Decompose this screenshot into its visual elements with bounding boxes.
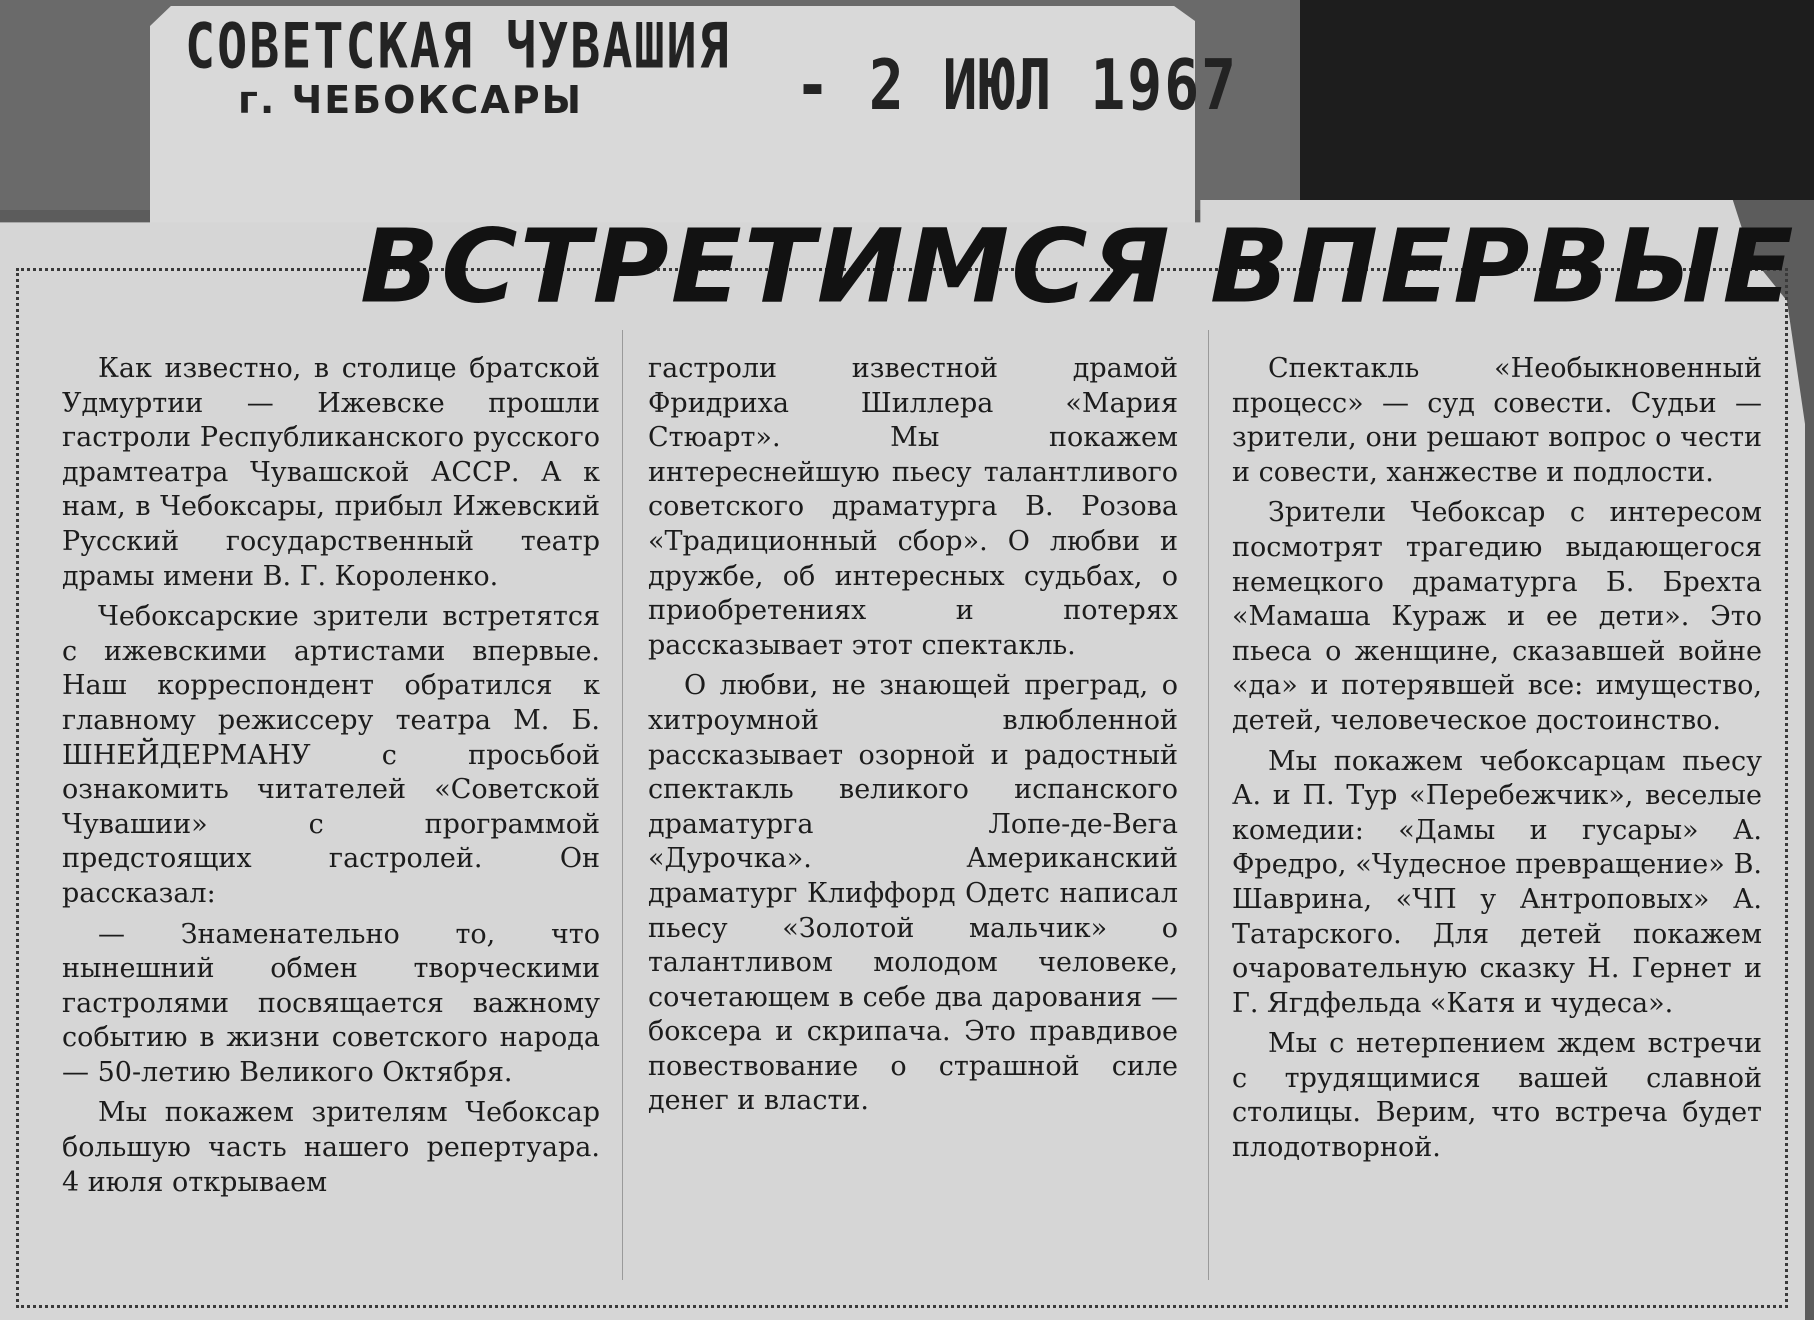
paragraph: Спектакль «Необыкновенный процесс» — суд совести. Судьи — зрители, они решают вопрос о чести и совести, ханжестве и подлости. xyxy=(1232,353,1762,488)
paragraph: — Знаменательно то, что нынешний обмен творческими гастролями посвящается важному событию в жизни советского народа — 50-летию Великого Октября. xyxy=(62,918,600,1088)
paragraph: Мы покажем зрителям Чебоксар большую часть нашего репертуара. 4 июля открываем xyxy=(62,1097,600,1198)
paragraph: Чебоксарские зрители встретятся с ижевскими артистами впервые. Наш корреспондент обратился к главному режиссеру театра М. Б. ШНЕЙДЕРМАНУ с просьбой ознакомить читателей «Советской Чувашии» с программой предстоящих гастролей. Он рассказал: xyxy=(62,601,600,909)
paragraph: Как известно, в столице братской Удмуртии — Ижевске прошли гастроли Республиканского русского драмтеатра Чувашской АССР. А к нам, в Чебоксары, прибыл Ижевский Русский государственный театр драмы имени В. Г. Короленко. xyxy=(62,353,600,592)
paragraph: Мы с нетерпением ждем встречи с трудящимися вашей славной столицы. Верим, что встреча будет плодотворной. xyxy=(1232,1028,1762,1164)
city-stamp: г. ЧЕБОКСАРЫ xyxy=(238,78,584,122)
paragraph: Зрители Чебоксар с интересом посмотрят трагедию выдающегося немецкого драматурга Б. Брехта «Мамаша Кураж и ее дети». Это пьеса о женщине, сказавшей войне «да» и потерявшей все: имущество, детей, человеческое достоинство. xyxy=(1232,497,1762,736)
article-column-3 xyxy=(1232,352,1762,1172)
article-headline: ВСТРЕТИМСЯ ВПЕРВЫЕ xyxy=(360,206,1796,326)
article-column-1 xyxy=(62,352,600,1206)
paragraph: О любви, не знающей преград, о хитроумной влюбленной рассказывает озорной и радостный спектакль великого испанского драматурга Лопе-де-Вега «Дурочка». Американский драматург Клиффорд Одетс написал пьесу «Золотой мальчик» о талантливом молодом человеке, сочетающем в себе два дарования — боксера и скрипача. Это правдивое повествование о страшной силе денег и власти. xyxy=(648,670,1178,1117)
article-column-2 xyxy=(648,352,1178,1125)
paragraph: гастроли известной драмой Фридриха Шиллера «Мария Стюарт». Мы покажем интереснейшую пьесу талантливого советского драматурга В. Розова «Традиционный сбор». О любви и дружбе, об интересных судьбах, о приобретениях и потерях рассказывает этот спектакль. xyxy=(648,353,1178,661)
paragraph: Мы покажем чебоксарцам пьесу А. и П. Тур «Перебежчик», веселые комедии: «Дамы и гусары» А. Фредро, «Чудесное превращение» В. Шаврина, «ЧП у Антроповых» А. Татарского. Для детей покажем очаровательную сказку Н. Гернет и Г. Ягдфельда «Катя и чудеса». xyxy=(1232,745,1762,1019)
column-divider xyxy=(1208,330,1209,1280)
date-stamp: - 2 ИЮЛ 1967 xyxy=(795,44,1239,126)
column-divider xyxy=(622,330,623,1280)
background-shadow xyxy=(1300,0,1814,200)
newspaper-stamp: СОВЕТСКАЯ ЧУВАШИЯ xyxy=(185,10,731,83)
